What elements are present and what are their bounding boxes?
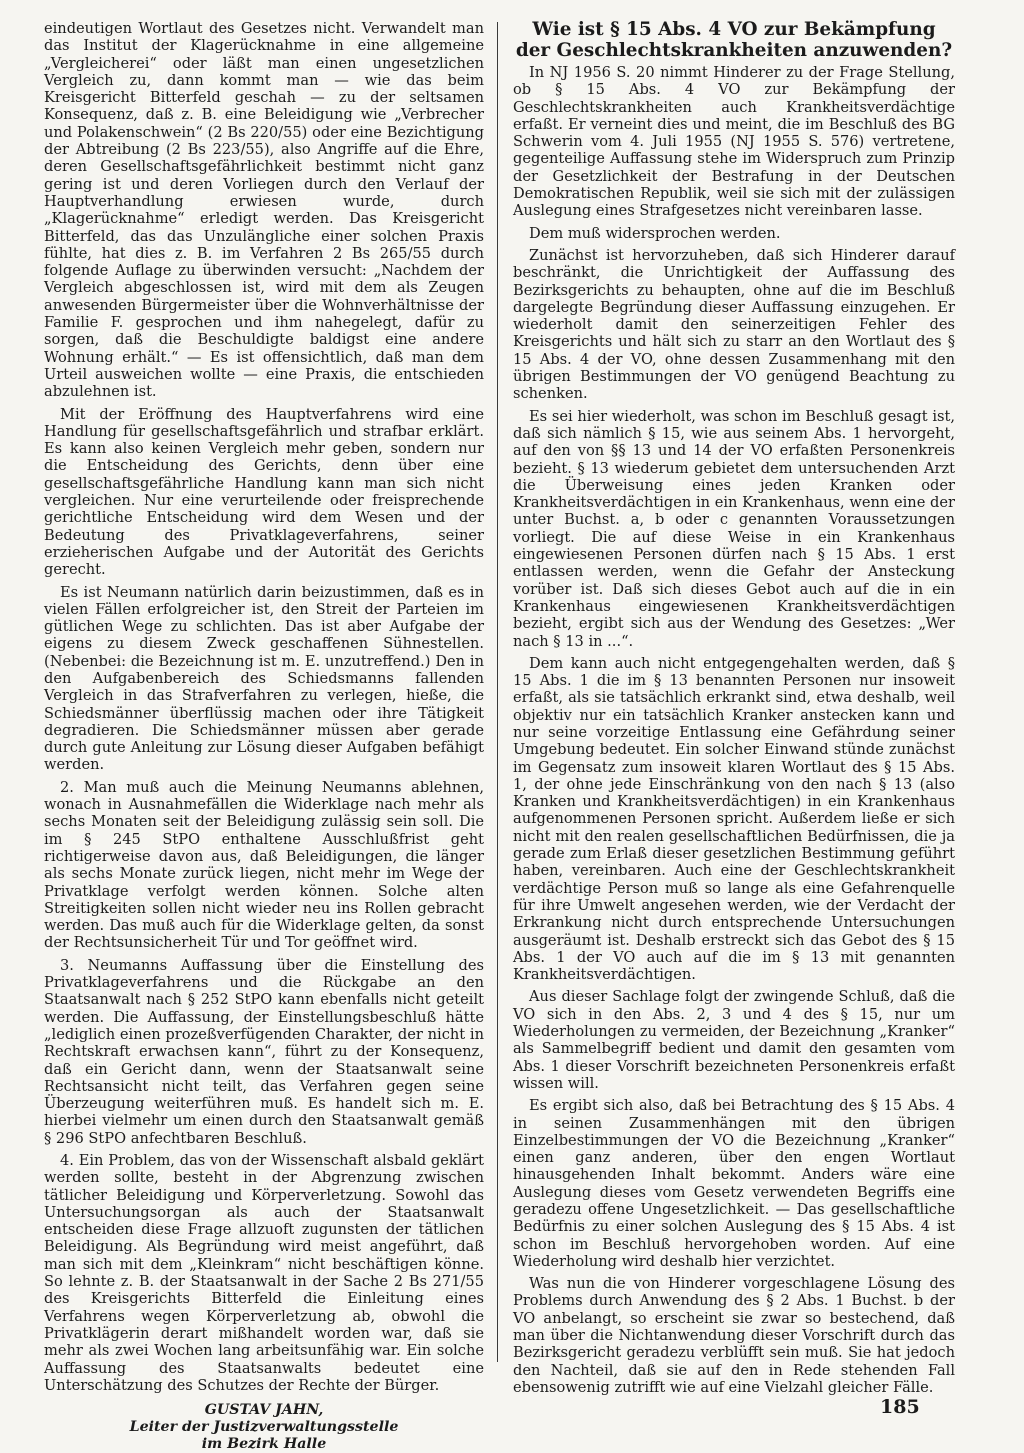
- paragraph: Es ist Neumann natürlich darin beizustimmen, daß es in vielen Fällen erfolgreicher ist, den Streit der Parteien im gütlichen Wege zu schlichten. Das ist aber Aufgabe der eigens zu diesem Zweck geschaffenen Sühnestellen. (Nebenbei: die Bezeichnung ist m. E. unzutreffend.) Den in den Aufgabenbereich des Schiedsmanns fallenden Vergleich in das Strafverfahren zu verlegen, hieße, die Schiedsmänner überflüssig machen oder ihre Tätigkeit degradieren. Die Schiedsmänner müssen aber gerade durch gute Anleitung zur Lösung dieser Aufgaben befähigt werden.: [44, 583, 484, 774]
- paragraph: eindeutigen Wortlaut des Gesetzes nicht. Verwandelt man das Institut der Klagerücknahme in eine allgemeine „Vergleicherei“ oder läßt man einen ungesetzlichen Vergleich zu, dann kommt man — wie das beim Kreisgericht Bitterfeld geschah — zu der seltsamen Konsequenz, daß z. B. eine Beleidigung wie „Verbrecher und Polakenschwein“ (2 Bs 220/55) oder eine Bezichtigung der Abtreibung (2 Bs 223/55), also Angriffe auf die Ehre, deren Gesellschaftsgefährlichkeit bestimmt nicht ganz gering ist und deren Vorliegen durch den Verlauf der Hauptverhandlung erwiesen wurde, durch „Klagerücknahme“ erledigt werden. Das Kreisgericht Bitterfeld, das das Unzulängliche einer solchen Praxis fühlte, hat dies z. B. im Verfahren 2 Bs 265/55 durch folgende Auflage zu überwinden versucht: „Nachdem der Vergleich abgeschlossen ist, wird mit dem als Zeugen anwesenden Bürgermeister über die Wohnverhältnisse der Familie F. gesprochen und ihm nahegelegt, dafür zu sorgen, daß die Beschuldigte baldigst eine andere Wohnung erhält.“ — Es ist offensichtlich, daß man dem Urteil ausweichen wollte — eine Praxis, die entschieden abzulehnen ist.: [44, 20, 484, 401]
- author-location: im Bezirk Halle: [201, 1436, 327, 1453]
- right-column: [513, 20, 955, 1401]
- paragraph: Es ergibt sich also, daß bei Betrachtung des § 15 Abs. 4 in seinen Zusammenhängen mit den übrigen Einzelbestimmungen der VO die Bezeichnung „Kranker“ einen ganz anderen, über den engen Wortlaut hinausgehenden Inhalt bekommt. Anders wäre eine Auslegung dieses vom Gesetz verwendeten Begriffs eine geradezu offene Ungesetzlichkeit. — Das gesellschaftliche Bedürfnis zu einer solchen Auslegung des § 15 Abs. 4 ist schon im Beschluß hervorgehoben worden. Auf eine Wiederholung wird deshalb hier verzichtet.: [513, 1097, 955, 1270]
- page-number: 185: [880, 1396, 920, 1418]
- paragraph: 4. Ein Problem, das von der Wissenschaft alsbald geklärt werden sollte, besteht in der Abgrenzung zwischen tätlicher Beleidigung und Körperverletzung. Sowohl das Untersuchungsorgan als auch der Staatsanwalt entscheiden diese Frage allzuoft zugunsten der tätlichen Beleidigung. Als Begründung wird meist angeführt, daß man sich mit dem „Kleinkram“ nicht beschäftigen könne. So lehnte z. B. der Staatsanwalt in der Sache 2 Bs 271/55 des Kreisgerichts Bitterfeld die Einleitung eines Verfahrens wegen Körperverletzung ab, obwohl die Privatklägerin derart mißhandelt worden war, daß sie mehr als zwei Wochen lang arbeitsunfähig war. Ein solche Auffassung des Staatsanwalts bedeutet eine Unterschätzung des Schutzes der Rechte der Bürger.: [44, 1152, 484, 1394]
- paragraph: 3. Neumanns Auffassung über die Einstellung des Privatklageverfahrens und die Rückgabe an den Staatsanwalt nach § 252 StPO kann ebenfalls nicht geteilt werden. Die Auffassung, der Einstellungsbeschluß hätte „lediglich einen prozeßverfügenden Charakter, der nicht in Rechtskraft erwachsen kann“, führt zu der Konsequenz, daß ein Gericht dann, wenn der Staatsanwalt seine Rechtsansicht nicht teilt, das Verfahren gegen seine Überzeugung weiterführen muß. Es handelt sich m. E. hierbei vielmehr um einen durch den Staatsanwalt gemäß § 296 StPO anfechtbaren Beschluß.: [44, 956, 484, 1147]
- author-signature: [44, 1402, 484, 1453]
- author-title: Leiter der Justizverwaltungsstelle: [129, 1419, 399, 1436]
- paragraph: Zunächst ist hervorzuheben, daß sich Hinderer darauf beschränkt, die Unrichtigkeit der Auffassung des Bezirksgerichts zu behaupten, ohne auf die im Beschluß dargelegte Begründung dieser Auffassung einzugehen. Er wiederholt damit den seinerzeitigen Fehler des Kreisgerichts und hält sich zu starr an den Wortlaut des § 15 Abs. 4 der VO, ohne dessen Zusammenhang mit den übrigen Bestimmungen der VO genügend Beachtung zu schenken.: [513, 246, 955, 403]
- paragraph: Es sei hier wiederholt, was schon im Beschluß gesagt ist, daß sich nämlich § 15, wie aus seinem Abs. 1 hervorgeht, auf den von §§ 13 und 14 der VO erfaßten Personenkreis bezieht. § 13 wiederum gebietet dem untersuchenden Arzt die Überweisung eines jeden Kranken oder Krankheitsverdächtigen in ein Krankenhaus, wenn eine der unter Buchst. a, b oder c genannten Voraussetzungen vorliegt. Die auf diese Weise in ein Krankenhaus eingewiesenen Personen dürfen nach § 15 Abs. 1 erst entlassen werden, wenn die Gefahr der Ansteckung vorüber ist. Daß sich dieses Gebot auch auf die in ein Krankenhaus eingewiesenen Krankheitsverdächtigen bezieht, ergibt sich aus der Wendung des Gesetzes: „Wer nach § 13 in ...“.: [513, 407, 955, 650]
- paragraph: In NJ 1956 S. 20 nimmt Hinderer zu der Frage Stellung, ob § 15 Abs. 4 VO zur Bekämpfung der Geschlechtskrankheiten auch Krankheitsverdächtige erfaßt. Er verneint dies und meint, die im Beschluß des BG Schwerin vom 4. Juli 1955 (NJ 1955 S. 576) vertretene, gegenteilige Auffassung stehe im Widerspruch zum Prinzip der Gesetzlichkeit der Bestrafung in der Deutschen Demokratischen Republik, weil sie sich mit der zulässigen Auslegung eines Strafgesetzes nicht vereinbaren lasse.: [513, 64, 955, 220]
- paragraph: Dem kann auch nicht entgegengehalten werden, daß § 15 Abs. 1 die im § 13 benannten Personen nur insoweit erfaßt, als sie tatsächlich erkrankt sind, etwa deshalb, weil objektiv nur ein tatsächlich Kranker anstecken kann und nur seine vorzeitige Entlassung eine Gefährdung seiner Umgebung bedeutet. Ein solcher Einwand stünde zunächst im Gegensatz zum insoweit klaren Wortlaut des § 15 Abs. 1, der ohne jede Einschränkung von den nach § 13 (also Kranken und Krankheitsverdächtigen) in ein Krankenhaus aufgenommenen Personen spricht. Außerdem ließe er sich nicht mit den realen gesellschaftlichen Bedürfnissen, die ja gerade zum Erlaß dieser gesetzlichen Bestimmung geführt haben, vereinbaren. Auch eine der Geschlechtskrankheit verdächtige Person muß so lange als eine Gefahrenquelle für ihre Umwelt angesehen werden, wie der Verdacht der Erkrankung nicht durch entsprechende Untersuchungen ausgeräumt ist. Deshalb erstreckt sich das Gebot des § 15 Abs. 1 der VO auch auf die im § 13 mit genannten Krankheitsverdächtigen.: [513, 654, 955, 984]
- paragraph: Dem muß widersprochen werden.: [529, 224, 781, 242]
- paragraph: Was nun die von Hinderer vorgeschlagene Lösung des Problems durch Anwendung des § 2 Abs. 1 Buchst. b der VO anbelangt, so erscheint sie zwar so bestechend, daß man über die Nichtanwendung dieser Vorschrift durch das Bezirksgericht geradezu verblüfft sein muß. Sie hat jedoch den Nachteil, daß sie auf den in Rede stehenden Fall ebensowenig zutrifft wie auf eine Vielzahl gleicher Fälle.: [513, 1275, 955, 1396]
- article-heading: Wie ist § 15 Abs. 4 VO zur Bekämpfung der Geschlechtskrankheiten anzuwenden?: [515, 19, 953, 61]
- author-name: GUSTAV JAHN,: [204, 1402, 324, 1419]
- left-column: [44, 20, 484, 1453]
- column-divider: [497, 22, 498, 1362]
- paragraph: 2. Man muß auch die Meinung Neumanns ablehnen, wonach in Ausnahmefällen die Widerklage nach mehr als sechs Monaten seit der Beleidigung zulässig sein soll. Die im § 245 StPO enthaltene Ausschlußfrist geht richtigerweise davon aus, daß Beleidigungen, die länger als sechs Monate zurück liegen, nicht mehr im Wege der Privatklage verfolgt werden können. Solche alten Streitigkeiten sollen nicht wieder neu ins Rollen gebracht werden. Das muß auch für die Widerklage gelten, da sonst der Rechtsunsicherheit Tür und Tor geöffnet wird.: [44, 778, 484, 952]
- paragraph: Mit der Eröffnung des Hauptverfahrens wird eine Handlung für gesellschaftsgefährlich und strafbar erklärt. Es kann also keinen Vergleich mehr geben, sondern nur die Entscheidung des Gerichts, denn über eine gesellschaftsgefährliche Handlung kann man sich nicht vergleichen. Nur eine verurteilende oder freisprechende gerichtliche Entscheidung wird dem Wesen und der Bedeutung des Privatklageverfahrens, seiner erzieherischen Aufgabe und der Autorität des Gerichts gerecht.: [44, 405, 484, 579]
- paragraph: Aus dieser Sachlage folgt der zwingende Schluß, daß die VO sich in den Abs. 2, 3 und 4 des § 15, nur um Wiederholungen zu vermeiden, der Bezeichnung „Kranker“ als Sammelbegriff bedient und damit den gesamten vom Abs. 1 dieser Vorschrift bezeichneten Personenkreis erfaßt wissen will.: [513, 988, 955, 1092]
